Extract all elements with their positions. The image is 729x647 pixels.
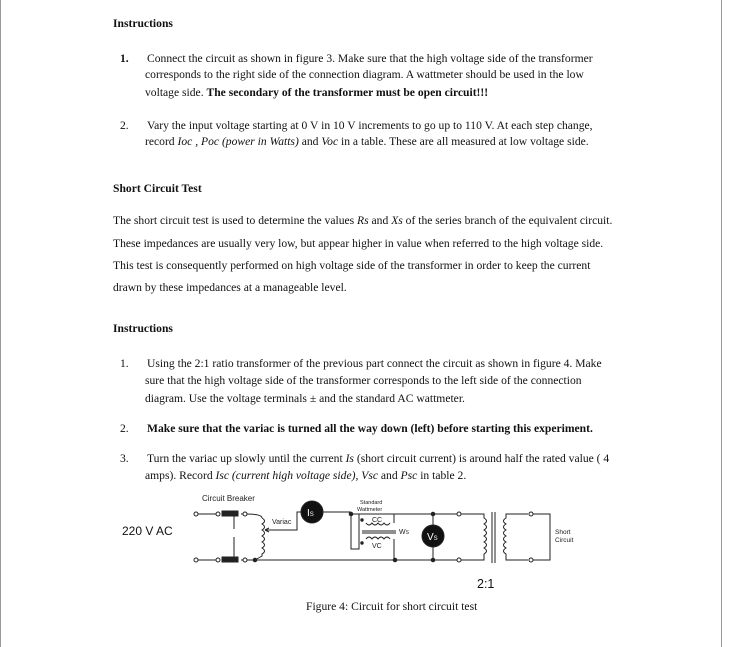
svg-text:Standard: Standard	[360, 500, 383, 506]
instructions-heading: Instructions	[113, 322, 173, 335]
item-text: voltage side. The secondary of the transformer must be open circuit!!!	[145, 86, 489, 99]
item-number: 1.	[120, 357, 129, 370]
item-number: 2.	[120, 422, 129, 435]
variac-label: Variac	[272, 519, 292, 526]
item-number: 2.	[120, 119, 129, 132]
paragraph-line: This test is consequently performed on high voltage side of the transformer in order to keep the current	[113, 259, 591, 272]
item-text: Using the 2:1 ratio transformer of the previous part connect the circuit as shown in figure 4. Make	[147, 357, 602, 370]
instructions-heading: Instructions	[113, 17, 173, 30]
svg-text:VC: VC	[372, 543, 382, 550]
figure-caption: Figure 4: Circuit for short circuit test	[306, 600, 478, 613]
terminal	[194, 512, 198, 516]
item-text: amps). Record Isc (current high voltage side), Vsc and Psc in table 2.	[145, 469, 467, 482]
wattmeter-box	[351, 514, 359, 549]
transformer-secondary	[504, 514, 529, 560]
svg-text:Short: Short	[555, 529, 571, 536]
svg-text:IS: IS	[307, 508, 314, 519]
item-text: record Ioc , Poc (power in Watts) and Voc in a table. These are all measured at low voltage side.	[145, 135, 589, 148]
paragraph-line: The short circuit test is used to determine the values Rs and Xs of the series branch of the equivalent circuit.	[113, 214, 613, 227]
paragraph-line: These impedances are usually very low, but appear higher in value when referred to the high voltage side.	[113, 237, 604, 250]
breaker-contact	[222, 511, 238, 516]
breaker-label: Circuit Breaker	[202, 494, 255, 503]
variac-coil	[255, 518, 265, 560]
short-circuit-heading: Short Circuit Test	[113, 182, 202, 195]
item-text: Make sure that the variac is turned all the way down (left) before starting this experiment.	[147, 422, 593, 435]
paragraph-line: drawn by these impedances at a manageable level.	[113, 281, 347, 294]
item-text: sure that the high voltage side of the transformer corresponds to the left side of the connection	[145, 374, 582, 387]
transformer-primary	[461, 514, 487, 560]
transformer-core	[492, 512, 495, 563]
short-wire	[533, 514, 550, 560]
svg-text:CC: CC	[372, 517, 383, 524]
item-text: corresponds to the right side of the connection diagram. A wattmeter should be used in the low	[145, 68, 584, 81]
item-number: 1.	[120, 52, 129, 65]
source-label: 220 V AC	[122, 524, 173, 538]
item-text: Turn the variac up slowly until the current Is (short circuit current) is around half the rated value ( 4	[147, 452, 610, 465]
svg-text:Wattmeter: Wattmeter	[357, 507, 383, 513]
svg-text:WS: WS	[399, 529, 409, 536]
ratio-label: 2:1	[477, 577, 495, 591]
svg-text:VS: VS	[427, 532, 438, 543]
svg-text:Circuit: Circuit	[555, 537, 574, 544]
item-text: Connect the circuit as shown in figure 3. Make sure that the high voltage side of the transformer	[147, 52, 593, 65]
item-number: 3.	[120, 452, 129, 465]
item-text: Vary the input voltage starting at 0 V in 10 V increments to go up to 110 V. At each step change,	[147, 119, 593, 132]
item-text: diagram. Use the voltage terminals ± and the standard AC wattmeter.	[145, 392, 465, 405]
